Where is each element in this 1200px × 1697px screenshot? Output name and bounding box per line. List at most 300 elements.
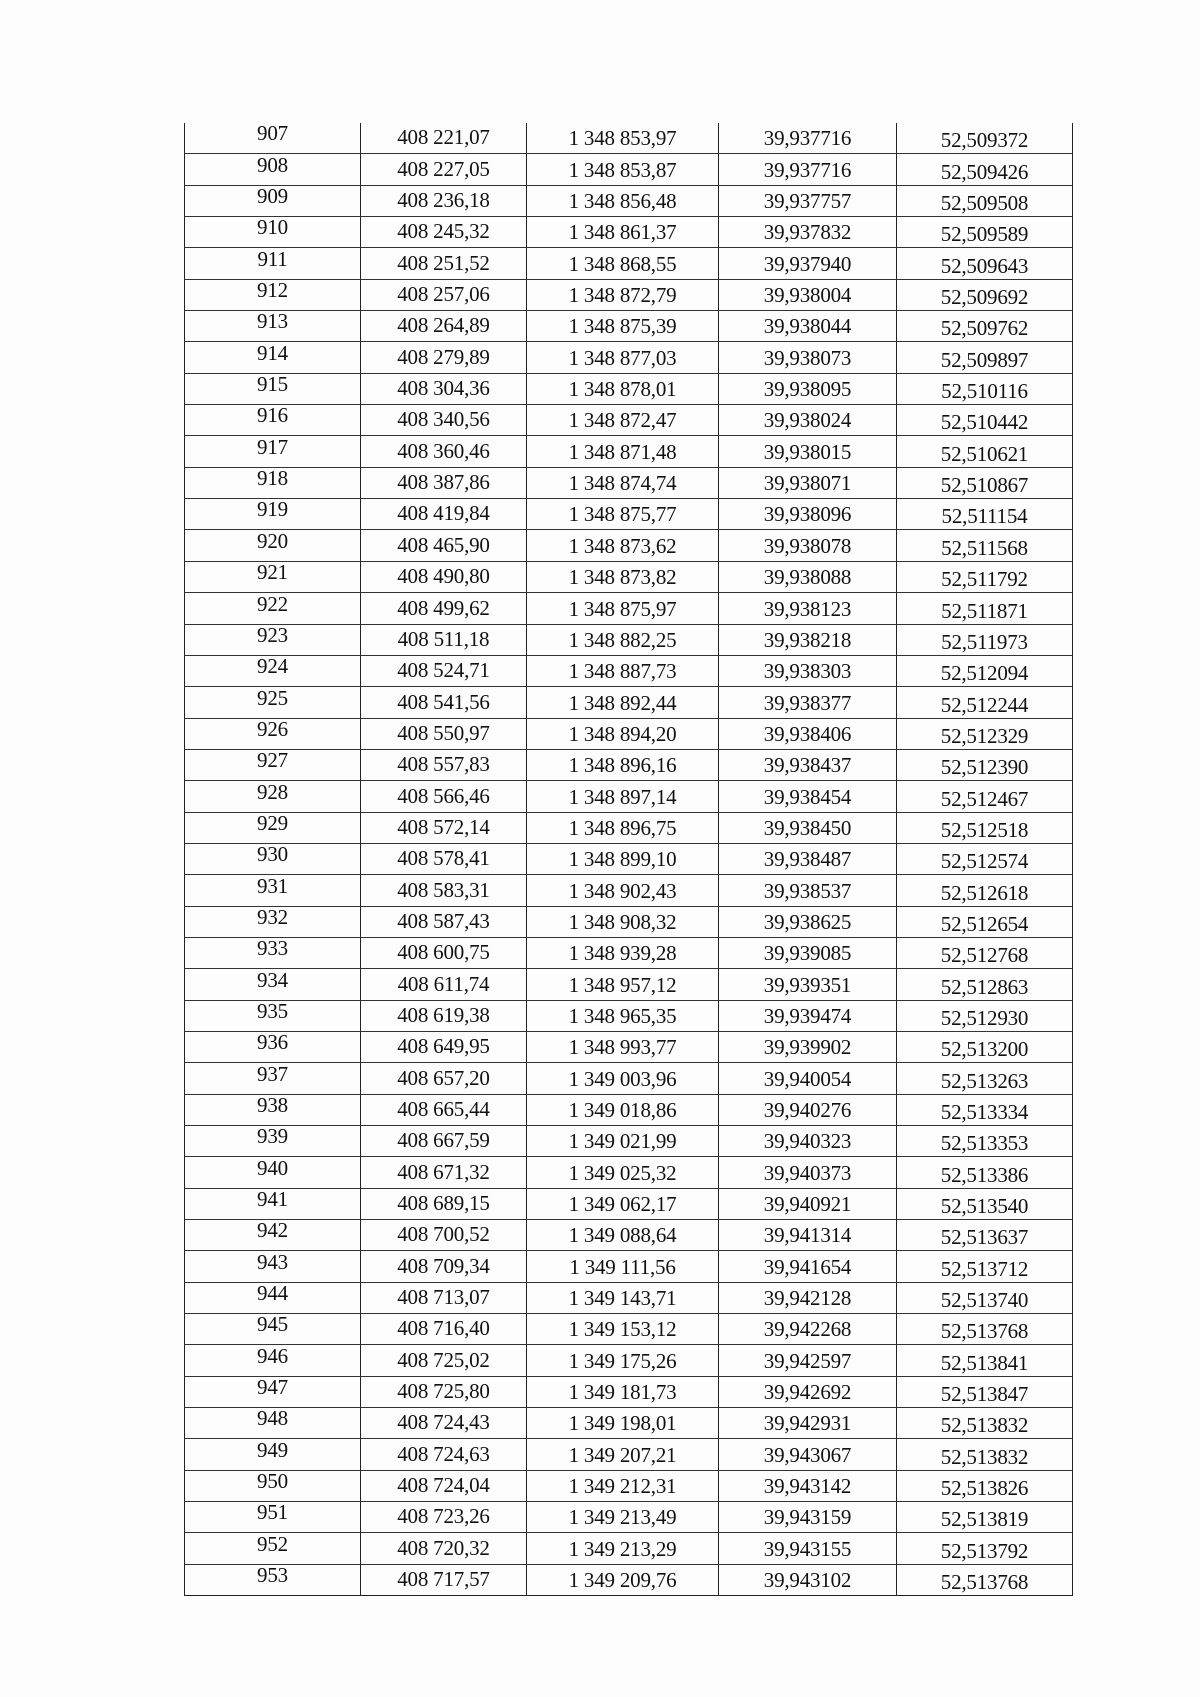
latitude-cell — [719, 1031, 897, 1062]
table-row — [185, 1439, 1073, 1470]
table-row — [185, 875, 1073, 906]
longitude-cell — [897, 342, 1073, 373]
x-coordinate-cell — [361, 1000, 527, 1031]
point-number-cell — [185, 1126, 361, 1157]
y-coordinate-cell — [527, 655, 719, 686]
point-number-cell — [185, 906, 361, 937]
longitude-cell — [897, 1564, 1073, 1595]
y-coordinate-cell — [527, 843, 719, 874]
x-coordinate-cell — [361, 687, 527, 718]
y-coordinate-cell — [527, 279, 719, 310]
cell-value: 1 348 853,97 — [568, 126, 677, 151]
longitude-cell — [897, 1031, 1073, 1062]
y-coordinate-cell — [527, 1282, 719, 1313]
cell-value: 52,513334 — [940, 1100, 1029, 1124]
longitude-cell — [897, 311, 1073, 342]
cell-value: 52,512094 — [940, 661, 1029, 686]
latitude-cell — [719, 248, 897, 279]
longitude-cell — [897, 1282, 1073, 1313]
longitude-cell — [897, 906, 1073, 937]
cell-value: 920 — [257, 528, 288, 553]
table-row — [185, 467, 1073, 498]
cell-value: 1 348 875,39 — [568, 314, 677, 339]
point-number-cell — [185, 1345, 361, 1376]
cell-value: 408 340,56 — [397, 407, 490, 432]
cell-value: 52,509692 — [940, 285, 1029, 310]
y-coordinate-cell — [527, 342, 719, 373]
latitude-cell — [719, 1314, 897, 1345]
cell-value: 1 349 175,26 — [568, 1348, 677, 1373]
cell-value: 408 245,32 — [397, 219, 490, 244]
y-coordinate-cell — [527, 123, 719, 154]
cell-value: 1 348 892,44 — [568, 690, 677, 715]
cell-value: 950 — [257, 1469, 288, 1494]
table-row — [185, 1188, 1073, 1219]
cell-value: 931 — [257, 873, 288, 898]
cell-value: 52,512654 — [940, 911, 1029, 936]
point-number-cell — [185, 1188, 361, 1219]
point-number-cell — [185, 1000, 361, 1031]
cell-value: 924 — [257, 654, 288, 679]
y-coordinate-cell — [527, 499, 719, 530]
cell-value: 39,937757 — [763, 189, 852, 214]
cell-value: 408 667,59 — [397, 1128, 490, 1153]
cell-value: 52,509762 — [940, 316, 1029, 341]
longitude-cell — [897, 217, 1073, 248]
longitude-cell — [897, 1470, 1073, 1501]
cell-value: 925 — [257, 685, 288, 710]
cell-value: 52,509508 — [940, 191, 1029, 216]
x-coordinate-cell — [361, 499, 527, 530]
cell-value: 39,938088 — [763, 565, 852, 590]
cell-value: 39,938377 — [763, 690, 852, 715]
x-coordinate-cell — [361, 624, 527, 655]
cell-value: 1 348 957,12 — [568, 972, 677, 997]
cell-value: 908 — [257, 152, 288, 177]
cell-value: 52,512863 — [940, 974, 1029, 999]
longitude-cell — [897, 1314, 1073, 1345]
x-coordinate-cell — [361, 1564, 527, 1595]
cell-value: 52,513832 — [940, 1444, 1029, 1469]
longitude-cell — [897, 937, 1073, 968]
x-coordinate-cell — [361, 1282, 527, 1313]
latitude-cell — [719, 279, 897, 310]
y-coordinate-cell — [527, 906, 719, 937]
x-coordinate-cell — [361, 436, 527, 467]
cell-value: 408 716,40 — [397, 1316, 490, 1341]
point-number-cell — [185, 248, 361, 279]
latitude-cell — [719, 1470, 897, 1501]
cell-value: 926 — [257, 716, 288, 741]
x-coordinate-cell — [361, 593, 527, 624]
x-coordinate-cell — [361, 1188, 527, 1219]
cell-value: 917 — [257, 434, 288, 459]
cell-value: 408 557,83 — [397, 752, 490, 777]
y-coordinate-cell — [527, 185, 719, 216]
cell-value: 39,938095 — [763, 377, 852, 402]
table-row — [185, 624, 1073, 655]
x-coordinate-cell — [361, 342, 527, 373]
latitude-cell — [719, 1564, 897, 1595]
y-coordinate-cell — [527, 217, 719, 248]
x-coordinate-cell — [361, 906, 527, 937]
y-coordinate-cell — [527, 1063, 719, 1094]
cell-value: 52,512467 — [940, 786, 1029, 811]
point-number-cell — [185, 1220, 361, 1251]
latitude-cell — [719, 1439, 897, 1470]
x-coordinate-cell — [361, 123, 527, 154]
y-coordinate-cell — [527, 1314, 719, 1345]
cell-value: 39,943142 — [763, 1474, 852, 1499]
cell-value: 52,512244 — [940, 692, 1029, 717]
cell-value: 921 — [257, 560, 288, 585]
cell-value: 1 349 181,73 — [568, 1380, 677, 1405]
cell-value: 948 — [257, 1406, 288, 1431]
point-number-cell — [185, 1564, 361, 1595]
table-row — [185, 530, 1073, 561]
table-row — [185, 185, 1073, 216]
point-number-cell — [185, 969, 361, 1000]
x-coordinate-cell — [361, 875, 527, 906]
latitude-cell — [719, 1533, 897, 1564]
latitude-cell — [719, 1408, 897, 1439]
coordinates-table — [184, 123, 1073, 1596]
cell-value: 39,938450 — [763, 815, 852, 840]
point-number-cell — [185, 1157, 361, 1188]
point-number-cell — [185, 342, 361, 373]
table-row — [185, 1533, 1073, 1564]
table-row — [185, 812, 1073, 843]
x-coordinate-cell — [361, 467, 527, 498]
longitude-cell — [897, 1126, 1073, 1157]
cell-value: 52,513637 — [940, 1225, 1029, 1250]
cell-value: 52,513826 — [940, 1476, 1029, 1501]
y-coordinate-cell — [527, 687, 719, 718]
x-coordinate-cell — [361, 154, 527, 185]
table-row — [185, 311, 1073, 342]
cell-value: 949 — [257, 1437, 288, 1462]
cell-value: 1 348 853,87 — [568, 157, 677, 182]
cell-value: 1 348 877,03 — [568, 345, 677, 370]
cell-value: 1 348 856,48 — [568, 189, 677, 214]
cell-value: 408 511,18 — [397, 626, 490, 651]
cell-value: 52,512518 — [940, 817, 1029, 842]
cell-value: 1 349 198,01 — [568, 1411, 677, 1436]
x-coordinate-cell — [361, 311, 527, 342]
point-number-cell — [185, 123, 361, 154]
longitude-cell — [897, 1000, 1073, 1031]
cell-value: 52,513540 — [940, 1194, 1029, 1219]
table-row — [185, 1376, 1073, 1407]
cell-value: 52,511871 — [941, 598, 1028, 623]
table-row — [185, 1031, 1073, 1062]
x-coordinate-cell — [361, 530, 527, 561]
cell-value: 39,938487 — [763, 847, 852, 872]
cell-value: 39,940323 — [763, 1129, 852, 1154]
cell-value: 408 717,57 — [397, 1567, 490, 1592]
x-coordinate-cell — [361, 812, 527, 843]
cell-value: 923 — [257, 622, 288, 647]
cell-value: 39,939474 — [763, 1003, 852, 1028]
latitude-cell — [719, 1000, 897, 1031]
cell-value: 408 724,04 — [397, 1473, 490, 1498]
cell-value: 943 — [257, 1249, 288, 1274]
cell-value: 52,509897 — [940, 347, 1029, 372]
x-coordinate-cell — [361, 1439, 527, 1470]
x-coordinate-cell — [361, 185, 527, 216]
longitude-cell — [897, 1063, 1073, 1094]
cell-value: 1 349 062,17 — [568, 1192, 677, 1217]
latitude-cell — [719, 655, 897, 686]
cell-value: 907 — [257, 121, 288, 146]
y-coordinate-cell — [527, 812, 719, 843]
table-row — [185, 499, 1073, 530]
cell-value: 1 348 868,55 — [568, 251, 677, 276]
longitude-cell — [897, 248, 1073, 279]
longitude-cell — [897, 1502, 1073, 1533]
point-number-cell — [185, 311, 361, 342]
cell-value: 52,513847 — [940, 1382, 1029, 1407]
cell-value: 52,509589 — [940, 222, 1029, 247]
table-row — [185, 342, 1073, 373]
table-row — [185, 123, 1073, 154]
y-coordinate-cell — [527, 875, 719, 906]
cell-value: 39,940054 — [763, 1066, 852, 1091]
table-row — [185, 593, 1073, 624]
latitude-cell — [719, 843, 897, 874]
table-row — [185, 1000, 1073, 1031]
table-row — [185, 279, 1073, 310]
cell-value: 408 724,43 — [397, 1410, 490, 1435]
longitude-cell — [897, 843, 1073, 874]
longitude-cell — [897, 436, 1073, 467]
table-row — [185, 1470, 1073, 1501]
table-row — [185, 1094, 1073, 1125]
cell-value: 52,510867 — [940, 473, 1029, 498]
latitude-cell — [719, 530, 897, 561]
cell-value: 1 349 143,71 — [568, 1286, 677, 1311]
y-coordinate-cell — [527, 593, 719, 624]
cell-value: 1 348 873,82 — [568, 565, 677, 590]
table-row — [185, 1063, 1073, 1094]
longitude-cell — [897, 561, 1073, 592]
cell-value: 39,938437 — [763, 753, 852, 778]
cell-value: 1 348 887,73 — [568, 659, 677, 684]
x-coordinate-cell — [361, 1251, 527, 1282]
table-row — [185, 843, 1073, 874]
cell-value: 953 — [257, 1563, 288, 1588]
cell-value: 910 — [257, 215, 288, 240]
table-row — [185, 217, 1073, 248]
point-number-cell — [185, 1314, 361, 1345]
cell-value: 1 349 021,99 — [568, 1129, 677, 1154]
cell-value: 52,511154 — [941, 504, 1028, 529]
cell-value: 913 — [257, 309, 288, 334]
x-coordinate-cell — [361, 1533, 527, 1564]
x-coordinate-cell — [361, 405, 527, 436]
cell-value: 52,513768 — [940, 1319, 1029, 1344]
longitude-cell — [897, 405, 1073, 436]
cell-value: 1 349 209,76 — [568, 1568, 677, 1593]
cell-value: 915 — [257, 372, 288, 397]
table-row — [185, 1220, 1073, 1251]
latitude-cell — [719, 436, 897, 467]
cell-value: 39,941314 — [763, 1223, 852, 1248]
longitude-cell — [897, 279, 1073, 310]
table-row — [185, 1251, 1073, 1282]
cell-value: 39,940373 — [763, 1160, 852, 1185]
cell-value: 52,510621 — [940, 441, 1029, 466]
cell-value: 52,513263 — [940, 1068, 1029, 1093]
y-coordinate-cell — [527, 1094, 719, 1125]
point-number-cell — [185, 154, 361, 185]
cell-value: 408 713,07 — [397, 1285, 490, 1310]
x-coordinate-cell — [361, 1157, 527, 1188]
cell-value: 39,942931 — [763, 1411, 852, 1436]
cell-value: 52,513712 — [940, 1256, 1029, 1281]
latitude-cell — [719, 1157, 897, 1188]
y-coordinate-cell — [527, 1376, 719, 1407]
cell-value: 946 — [257, 1343, 288, 1368]
longitude-cell — [897, 969, 1073, 1000]
cell-value: 922 — [257, 591, 288, 616]
y-coordinate-cell — [527, 1126, 719, 1157]
cell-value: 1 349 153,12 — [568, 1317, 677, 1342]
x-coordinate-cell — [361, 655, 527, 686]
x-coordinate-cell — [361, 279, 527, 310]
cell-value: 408 490,80 — [397, 564, 490, 589]
cell-value: 1 348 908,32 — [568, 909, 677, 934]
longitude-cell — [897, 1157, 1073, 1188]
cell-value: 52,512768 — [940, 943, 1029, 968]
x-coordinate-cell — [361, 969, 527, 1000]
cell-value: 947 — [257, 1375, 288, 1400]
cell-value: 927 — [257, 748, 288, 773]
point-number-cell — [185, 812, 361, 843]
cell-value: 408 657,20 — [397, 1065, 490, 1090]
cell-value: 408 600,75 — [397, 940, 490, 965]
latitude-cell — [719, 1188, 897, 1219]
latitude-cell — [719, 1063, 897, 1094]
latitude-cell — [719, 906, 897, 937]
table-row — [185, 1408, 1073, 1439]
y-coordinate-cell — [527, 718, 719, 749]
point-number-cell — [185, 1439, 361, 1470]
cell-value: 52,510116 — [941, 379, 1028, 404]
cell-value: 39,938071 — [763, 471, 852, 496]
cell-value: 911 — [257, 246, 288, 271]
cell-value: 39,938625 — [763, 909, 852, 934]
cell-value: 52,511973 — [941, 629, 1028, 654]
cell-value: 39,938015 — [763, 439, 852, 464]
cell-value: 408 583,31 — [397, 877, 490, 902]
cell-value: 52,513832 — [940, 1413, 1029, 1438]
cell-value: 929 — [257, 810, 288, 835]
cell-value: 935 — [257, 998, 288, 1023]
cell-value: 52,512618 — [940, 880, 1029, 905]
y-coordinate-cell — [527, 1031, 719, 1062]
cell-value: 1 349 213,29 — [568, 1536, 677, 1561]
table-row — [185, 749, 1073, 780]
cell-value: 408 611,74 — [397, 971, 490, 996]
cell-value: 1 349 213,49 — [568, 1505, 677, 1530]
point-number-cell — [185, 843, 361, 874]
cell-value: 936 — [257, 1030, 288, 1055]
x-coordinate-cell — [361, 749, 527, 780]
cell-value: 39,942692 — [763, 1380, 852, 1405]
cell-value: 1 348 993,77 — [568, 1035, 677, 1060]
longitude-cell — [897, 1220, 1073, 1251]
latitude-cell — [719, 624, 897, 655]
cell-value: 408 541,56 — [397, 689, 490, 714]
x-coordinate-cell — [361, 781, 527, 812]
y-coordinate-cell — [527, 530, 719, 561]
cell-value: 39,942128 — [763, 1286, 852, 1311]
cell-value: 1 348 894,20 — [568, 721, 677, 746]
cell-value: 1 348 882,25 — [568, 627, 677, 652]
cell-value: 52,513386 — [940, 1162, 1029, 1187]
point-number-cell — [185, 1408, 361, 1439]
cell-value: 52,513768 — [940, 1570, 1029, 1595]
longitude-cell — [897, 1533, 1073, 1564]
longitude-cell — [897, 1188, 1073, 1219]
latitude-cell — [719, 812, 897, 843]
cell-value: 408 257,06 — [397, 282, 490, 307]
cell-value: 408 725,02 — [397, 1347, 490, 1372]
longitude-cell — [897, 1345, 1073, 1376]
latitude-cell — [719, 154, 897, 185]
latitude-cell — [719, 217, 897, 248]
table-row — [185, 1282, 1073, 1313]
cell-value: 1 349 207,21 — [568, 1442, 677, 1467]
longitude-cell — [897, 373, 1073, 404]
cell-value: 912 — [257, 278, 288, 303]
cell-value: 408 465,90 — [397, 532, 490, 557]
cell-value: 39,939902 — [763, 1035, 852, 1060]
cell-value: 52,509372 — [940, 128, 1029, 153]
longitude-cell — [897, 749, 1073, 780]
cell-value: 408 387,86 — [397, 470, 490, 495]
cell-value: 52,512930 — [940, 1005, 1029, 1030]
longitude-cell — [897, 875, 1073, 906]
table-row — [185, 718, 1073, 749]
cell-value: 408 619,38 — [397, 1002, 490, 1027]
point-number-cell — [185, 1470, 361, 1501]
cell-value: 52,512574 — [940, 849, 1029, 874]
cell-value: 939 — [257, 1124, 288, 1149]
point-number-cell — [185, 530, 361, 561]
cell-value: 52,513792 — [940, 1538, 1029, 1563]
y-coordinate-cell — [527, 1345, 719, 1376]
cell-value: 39,937940 — [763, 251, 852, 276]
table-row — [185, 1564, 1073, 1595]
table-row — [185, 1502, 1073, 1533]
x-coordinate-cell — [361, 1220, 527, 1251]
x-coordinate-cell — [361, 1502, 527, 1533]
cell-value: 916 — [257, 403, 288, 428]
longitude-cell — [897, 781, 1073, 812]
cell-value: 1 348 896,75 — [568, 815, 677, 840]
cell-value: 1 348 872,47 — [568, 408, 677, 433]
cell-value: 408 279,89 — [397, 344, 490, 369]
x-coordinate-cell — [361, 1094, 527, 1125]
cell-value: 930 — [257, 842, 288, 867]
cell-value: 1 349 088,64 — [568, 1223, 677, 1248]
cell-value: 933 — [257, 936, 288, 961]
longitude-cell — [897, 1094, 1073, 1125]
table-row — [185, 687, 1073, 718]
table-row — [185, 561, 1073, 592]
